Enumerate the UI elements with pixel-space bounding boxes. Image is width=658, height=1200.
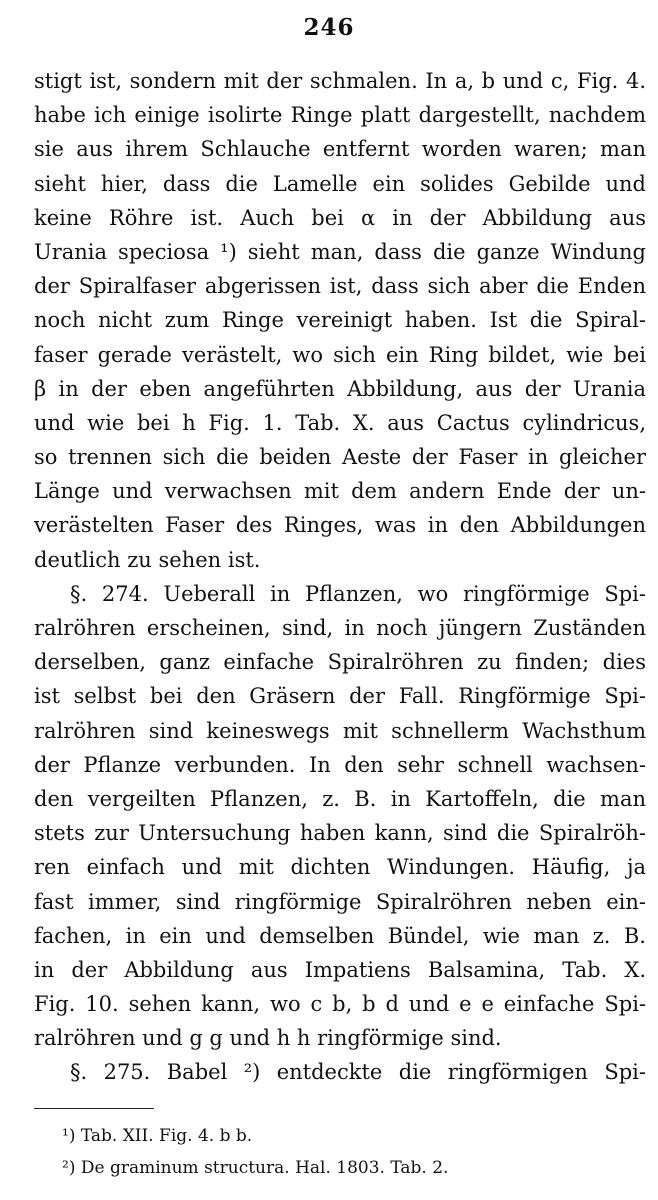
text-line: und wie bei h Fig. 1. Tab. X. aus Cactus cylindricus, [34, 410, 646, 435]
section-274-heading-line: §. 274. Ueberall in Pflanzen, wo ringförmige Spi- [70, 581, 646, 606]
text-line: derselben, ganz einfache Spiralröhren zu finden; dies [34, 650, 646, 675]
text-line: faser gerade verästelt, wo sich ein Ring bildet, wie bei [34, 342, 646, 367]
footnotes [62, 1120, 622, 1184]
text-line: fachen, in ein und demselben Bündel, wie man z. B. [34, 923, 646, 948]
text-line: fast immer, sind ringförmige Spiralröhren neben ein- [34, 889, 646, 914]
text-line: in der Abbildung aus Impatiens Balsamina, Tab. X. [34, 957, 646, 982]
text-line: habe ich einige isolirte Ringe platt dargestellt, nachdem [34, 103, 646, 128]
text-line: ralröhren erscheinen, sind, in noch jüngern Zuständen [34, 616, 646, 640]
text-line: verästelten Faser des Ringes, was in den Abbildungen [34, 513, 646, 538]
text-line: sieht hier, dass die Lamelle ein solides Gebilde und [34, 171, 646, 196]
text-line: Länge und verwachsen mit dem andern Ende der un- [34, 479, 646, 504]
text-line: sie aus ihrem Schlauche entfernt worden waren; man [34, 137, 646, 162]
text-line: den vergeilten Pflanzen, z. B. in Kartoffeln, die man [34, 786, 646, 811]
section-275-heading-line: §. 275. Babel ²) entdeckte die ringförmigen Spi- [70, 1060, 646, 1085]
text-line: Fig. 10. sehen kann, wo c b, b d und e e einfache Spi- [34, 992, 646, 1017]
text-line: keine Röhre ist. Auch bei α in der Abbildung aus [34, 205, 646, 230]
text-line: ist selbst bei den Gräsern der Fall. Ringförmige Spi- [34, 684, 646, 709]
footnote-2: ²) De graminum structura. Hal. 1803. Tab. 2. [62, 1158, 449, 1178]
text-line: der Pflanze verbunden. In den sehr schnell wachsen- [34, 752, 646, 777]
footnote-divider [34, 1108, 154, 1109]
footnote-1: ¹) Tab. XII. Fig. 4. b b. [62, 1126, 253, 1146]
text-line: stigt ist, sondern mit der schmalen. In a, b und c, Fig. 4. [34, 69, 646, 93]
text-line: deutlich zu sehen ist. [34, 547, 261, 572]
text-line: noch nicht zum Ringe vereinigt haben. Ist die Spiral- [34, 308, 646, 333]
page-number: 246 [303, 14, 355, 41]
text-line: ralröhren sind keineswegs mit schnellerm Wachsthum [34, 718, 646, 743]
text-line: Urania speciosa ¹) sieht man, dass die ganze Windung [34, 239, 646, 264]
text-line: der Spiralfaser abgerissen ist, dass sich aber die Enden [34, 274, 646, 299]
text-line: ralröhren und g g und h h ringförmige sind. [34, 1026, 502, 1051]
text-line: so trennen sich die beiden Aeste der Faser in gleicher [34, 445, 646, 470]
text-line: ren einfach und mit dichten Windungen. Häufig, ja [34, 855, 646, 880]
text-line: stets zur Untersuchung haben kann, sind die Spiralröh- [34, 821, 646, 846]
body-text [34, 64, 646, 1090]
text-line: β in der eben angeführten Abbildung, aus der Urania [34, 376, 646, 401]
